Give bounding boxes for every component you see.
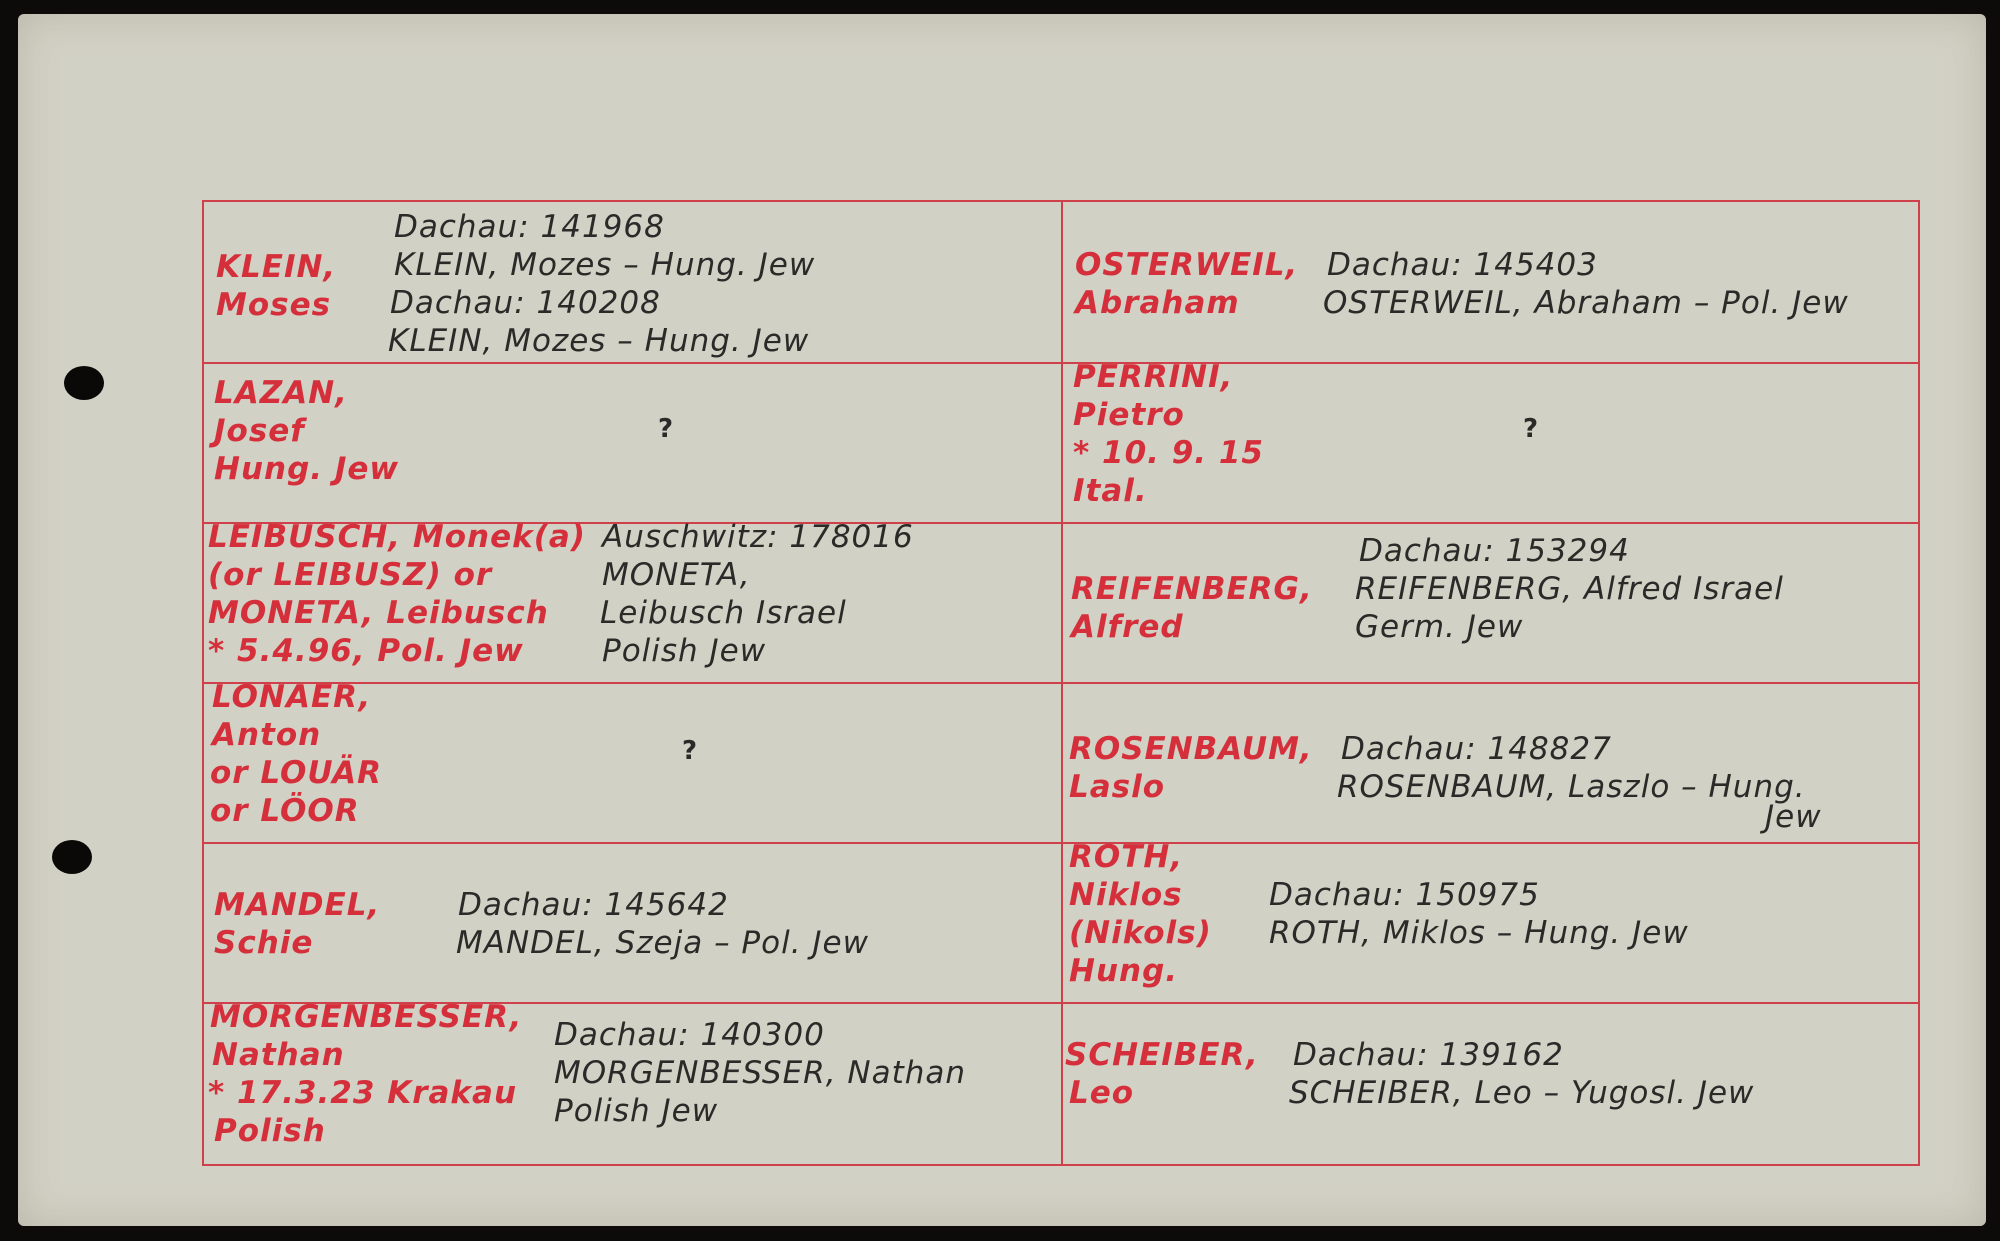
unknown-marker: ?	[658, 414, 674, 444]
entry-record: Dachau: 145403	[1327, 247, 1598, 283]
entry-given-name: Schie	[214, 925, 314, 961]
entry-record: ROSENBAUM, Laszlo – Hung.	[1337, 769, 1806, 805]
entry-leibusch	[204, 519, 1061, 682]
entry-given-name: Niklos	[1069, 877, 1183, 913]
entry-roth	[1063, 839, 1920, 1002]
entry-lazan	[204, 364, 1061, 522]
entry-record: Dachau: 139162	[1293, 1037, 1564, 1073]
entry-note: Hung.	[1069, 953, 1179, 989]
entry-record: Dachau: 140208	[390, 285, 661, 321]
entry-record: Germ. Jew	[1355, 609, 1524, 645]
entry-surname: LEIBUSCH, Monek(a)	[208, 519, 586, 555]
entry-surname: MORGENBESSER,	[210, 999, 523, 1035]
entry-record: SCHEIBER, Leo – Yugosl. Jew	[1289, 1075, 1755, 1111]
entry-surname: PERRINI,	[1073, 359, 1234, 395]
entry-record: Auschwitz: 178016	[602, 519, 914, 555]
entry-grid	[202, 200, 1920, 1166]
entry-given-name: Leo	[1069, 1075, 1135, 1111]
entry-record: MANDEL, Szeja – Pol. Jew	[456, 925, 869, 961]
entry-record: Dachau: 141968	[394, 209, 665, 245]
entry-alias: (or LEIBUSZ) or	[208, 557, 493, 593]
unknown-marker: ?	[1523, 414, 1539, 444]
entry-surname: ROTH,	[1069, 839, 1184, 875]
entry-reifenberg	[1063, 524, 1920, 682]
entry-scheiber	[1063, 1004, 1920, 1164]
entry-alias: or LÖOR	[210, 793, 360, 829]
entry-mandel	[204, 844, 1061, 1002]
entry-surname: MANDEL,	[214, 887, 381, 923]
entry-note: Hung. Jew	[214, 451, 400, 487]
entry-birthdate: * 17.3.23 Krakau	[208, 1075, 518, 1111]
entry-given-name: Anton	[212, 717, 322, 753]
punch-hole-top	[64, 366, 104, 400]
entry-record: KLEIN, Mozes – Hung. Jew	[388, 323, 810, 359]
entry-note: Ital.	[1073, 473, 1148, 509]
entry-surname: ROSENBAUM,	[1069, 731, 1313, 767]
entry-record: Dachau: 140300	[554, 1017, 825, 1053]
entry-klein	[204, 202, 1061, 362]
entry-alias: MONETA, Leibusch	[208, 595, 549, 631]
entry-birthdate: * 10. 9. 15	[1073, 435, 1264, 471]
entry-record: Polish Jew	[554, 1093, 719, 1129]
entry-record: Leibusch Israel	[600, 595, 847, 631]
entry-alias: (Nikols)	[1069, 915, 1212, 951]
entry-record: REIFENBERG, Alfred Israel	[1355, 571, 1784, 607]
entry-surname: KLEIN,	[216, 249, 337, 285]
punch-hole-bottom	[52, 840, 92, 874]
entry-record: Dachau: 153294	[1359, 533, 1630, 569]
entry-given-name: Pietro	[1073, 397, 1185, 433]
entry-surname: OSTERWEIL,	[1075, 247, 1299, 283]
entry-perrini	[1063, 359, 1920, 522]
entry-surname: SCHEIBER,	[1065, 1037, 1259, 1073]
entry-rosenbaum	[1063, 684, 1920, 842]
entry-record: Dachau: 150975	[1269, 877, 1540, 913]
entry-surname: LONAER,	[212, 679, 372, 715]
entry-given-name: Josef	[214, 413, 305, 449]
entry-record: Dachau: 148827	[1341, 731, 1612, 767]
entry-given-name: Moses	[216, 287, 332, 323]
entry-surname: REIFENBERG,	[1071, 571, 1313, 607]
entry-birthdate: * 5.4.96, Pol. Jew	[208, 633, 524, 669]
entry-morgenbesser	[204, 999, 1061, 1164]
entry-record: Jew	[1765, 799, 1822, 835]
entry-surname: LAZAN,	[214, 375, 348, 411]
entry-record: KLEIN, Mozes – Hung. Jew	[394, 247, 816, 283]
entry-record: ROTH, Miklos – Hung. Jew	[1269, 915, 1689, 951]
index-card	[18, 14, 1986, 1226]
entry-given-name: Alfred	[1071, 609, 1184, 645]
unknown-marker: ?	[682, 736, 698, 766]
entry-given-name: Nathan	[212, 1037, 345, 1073]
entry-record: MONETA,	[602, 557, 751, 593]
entry-lonaer	[204, 679, 1061, 842]
entry-given-name: Laslo	[1069, 769, 1166, 805]
entry-record: Dachau: 145642	[458, 887, 729, 923]
entry-record: OSTERWEIL, Abraham – Pol. Jew	[1323, 285, 1849, 321]
entry-alias: or LOUÄR	[210, 755, 383, 791]
entry-osterweil	[1063, 202, 1920, 362]
entry-given-name: Abraham	[1075, 285, 1240, 321]
entry-record: Polish Jew	[602, 633, 767, 669]
entry-record: MORGENBESSER, Nathan	[554, 1055, 967, 1091]
entry-note: Polish	[214, 1113, 326, 1149]
